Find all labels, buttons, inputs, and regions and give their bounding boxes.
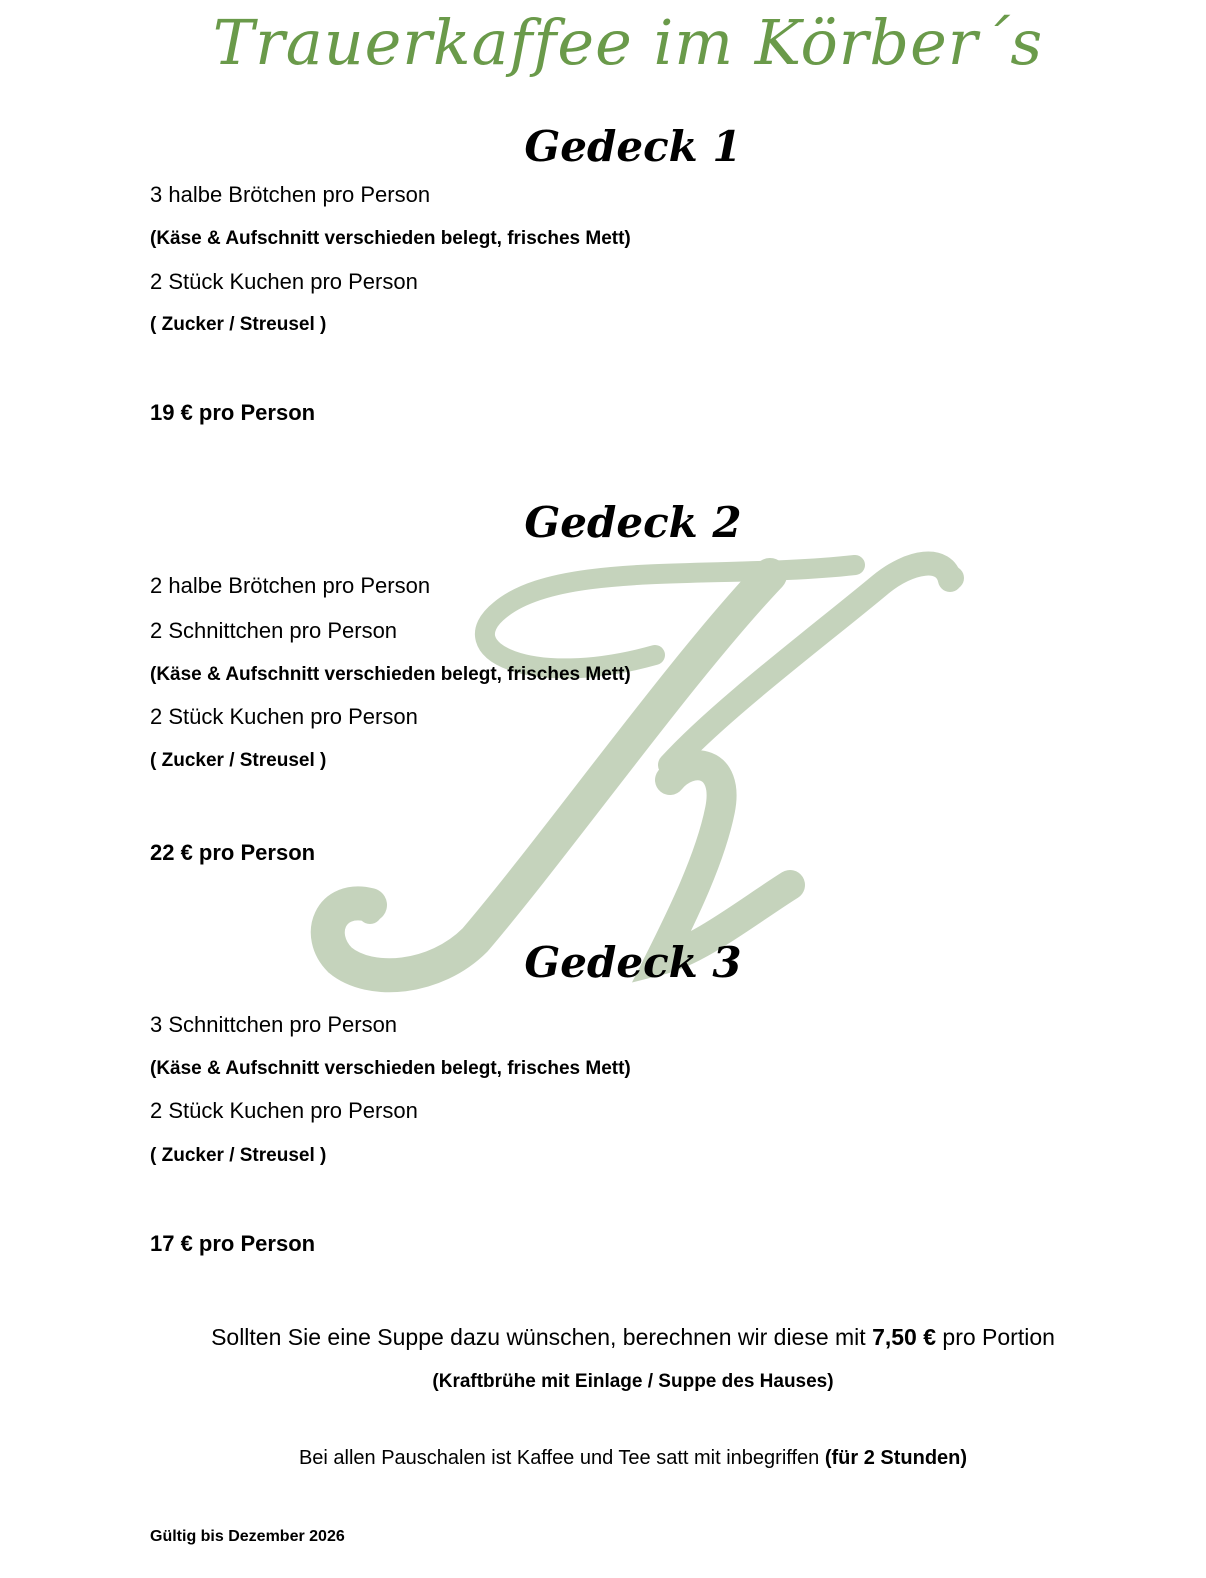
menu-3-price: 17 € pro Person <box>150 1231 316 1256</box>
menu-heading-3: Gedeck 3 <box>524 938 742 987</box>
soup-price: 7,50 € <box>872 1324 937 1350</box>
menu-3-line-3: 2 Stück Kuchen pro Person <box>150 1098 418 1123</box>
menu-1-price: 19 € pro Person <box>150 400 316 425</box>
menu-1-line-2: (Käse & Aufschnitt verschieden belegt, frisches Mett) <box>150 228 631 249</box>
menu-heading-1: Gedeck 1 <box>524 122 742 171</box>
menu-3-line-1: 3 Schnittchen pro Person <box>150 1012 398 1037</box>
validity-note: Gültig bis Dezember 2026 <box>150 1528 345 1545</box>
menu-2-line-2: 2 Schnittchen pro Person <box>150 618 398 643</box>
menu-1-line-3: 2 Stück Kuchen pro Person <box>150 269 418 294</box>
menu-2-line-1: 2 halbe Brötchen pro Person <box>150 573 431 598</box>
included-text: Bei allen Pauschalen ist Kaffee und Tee satt mit inbegriffen <box>298 1447 820 1469</box>
soup-offer-text: Sollten Sie eine Suppe dazu wünschen, berechnen wir diese mit <box>211 1324 866 1350</box>
soup-offer <box>0 1324 1206 1351</box>
soup-note: (Kraftbrühe mit Einlage / Suppe des Hauses) <box>432 1371 834 1392</box>
menu-2-price: 22 € pro Person <box>150 840 316 865</box>
menu-2-line-3: (Käse & Aufschnitt verschieden belegt, frisches Mett) <box>150 664 631 685</box>
page-title: Trauerkaffee im Körber´s <box>212 6 1044 79</box>
menu-heading-2: Gedeck 2 <box>524 498 742 547</box>
menu-3-line-2: (Käse & Aufschnitt verschieden belegt, frisches Mett) <box>150 1058 631 1079</box>
soup-unit: pro Portion <box>942 1324 1055 1350</box>
menu-1-line-4: ( Zucker / Streusel ) <box>150 314 327 335</box>
menu-2-line-4: 2 Stück Kuchen pro Person <box>150 704 418 729</box>
k-monogram-watermark <box>300 540 990 1000</box>
menu-3-line-4: ( Zucker / Streusel ) <box>150 1145 327 1166</box>
included-duration: (für 2 Stunden) <box>824 1447 968 1469</box>
included-drinks <box>0 1447 1206 1470</box>
menu-1-line-1: 3 halbe Brötchen pro Person <box>150 182 431 207</box>
menu-2-line-5: ( Zucker / Streusel ) <box>150 750 327 771</box>
